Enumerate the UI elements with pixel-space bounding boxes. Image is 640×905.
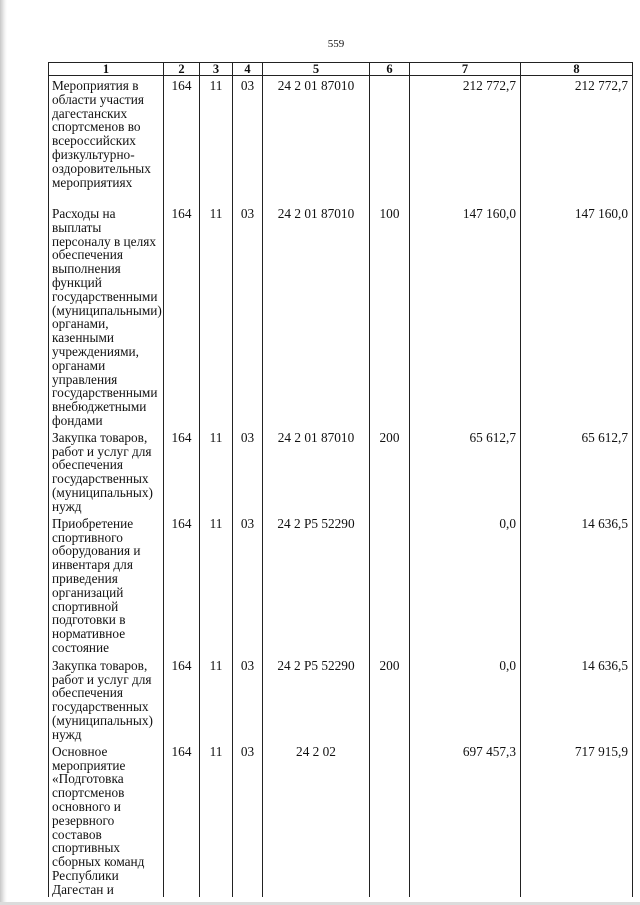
row-target-article: 24 2 01 87010 bbox=[263, 428, 370, 514]
row-amount-col7: 697 457,3 bbox=[410, 742, 521, 897]
row-expense-type bbox=[370, 76, 410, 205]
scan-edge-left bbox=[0, 0, 7, 905]
row-subsection-code: 03 bbox=[233, 514, 263, 656]
row-amount-col8: 717 915,9 bbox=[521, 742, 633, 897]
row-target-article: 24 2 01 87010 bbox=[263, 76, 370, 205]
column-header-8: 8 bbox=[521, 63, 633, 76]
column-header-5: 5 bbox=[263, 63, 370, 76]
row-subsection-code: 03 bbox=[233, 656, 263, 742]
row-name: Основное мероприятие «Подготовка спортсменов основного и резервного составов спортивных сборных команд Республики Дагестан и bbox=[49, 742, 164, 897]
page-number: 559 bbox=[327, 38, 345, 50]
row-expense-type: 200 bbox=[370, 428, 410, 514]
row-amount-col8: 147 160,0 bbox=[521, 204, 633, 428]
row-section-code: 11 bbox=[200, 656, 233, 742]
table-row bbox=[49, 514, 633, 656]
row-section-code: 11 bbox=[200, 428, 233, 514]
row-expense-type: 200 bbox=[370, 656, 410, 742]
table-row bbox=[49, 428, 633, 514]
row-section-code: 11 bbox=[200, 514, 233, 656]
column-header-2: 2 bbox=[164, 63, 200, 76]
row-name: Закупка товаров, работ и услуг для обеспечения государственных (муниципальных) нужд bbox=[49, 428, 164, 514]
row-amount-col7: 0,0 bbox=[410, 514, 521, 656]
row-amount-col8: 14 636,5 bbox=[521, 514, 633, 656]
row-subsection-code: 03 bbox=[233, 742, 263, 897]
row-ministry-code: 164 bbox=[164, 204, 200, 428]
row-amount-col8: 14 636,5 bbox=[521, 656, 633, 742]
table-row bbox=[49, 204, 633, 428]
column-header-1: 1 bbox=[49, 63, 164, 76]
row-subsection-code: 03 bbox=[233, 204, 263, 428]
row-target-article: 24 2 P5 52290 bbox=[263, 514, 370, 656]
row-amount-col8: 65 612,7 bbox=[521, 428, 633, 514]
row-subsection-code: 03 bbox=[233, 76, 263, 205]
column-header-3: 3 bbox=[200, 63, 233, 76]
row-section-code: 11 bbox=[200, 204, 233, 428]
header-row bbox=[49, 63, 633, 76]
table-row bbox=[49, 742, 633, 897]
row-name: Закупка товаров, работ и услуг для обеспечения государственных (муниципальных) нужд bbox=[49, 656, 164, 742]
row-ministry-code: 164 bbox=[164, 428, 200, 514]
row-amount-col7: 212 772,7 bbox=[410, 76, 521, 205]
row-target-article: 24 2 P5 52290 bbox=[263, 656, 370, 742]
row-target-article: 24 2 02 bbox=[263, 742, 370, 897]
row-ministry-code: 164 bbox=[164, 76, 200, 205]
row-name: Приобретение спортивного оборудования и инвентаря для приведения организаций спортивной подготовки в нормативное состояние bbox=[49, 514, 164, 656]
row-ministry-code: 164 bbox=[164, 742, 200, 897]
row-amount-col7: 65 612,7 bbox=[410, 428, 521, 514]
table-row bbox=[49, 656, 633, 742]
row-amount-col7: 0,0 bbox=[410, 656, 521, 742]
row-subsection-code: 03 bbox=[233, 428, 263, 514]
row-ministry-code: 164 bbox=[164, 514, 200, 656]
row-amount-col7: 147 160,0 bbox=[410, 204, 521, 428]
row-ministry-code: 164 bbox=[164, 656, 200, 742]
row-name: Мероприятия в области участия дагестанских спортсменов во всероссийских физкультурно-оздоровительных мероприятиях bbox=[49, 76, 164, 205]
table-body bbox=[49, 76, 633, 897]
row-expense-type bbox=[370, 514, 410, 656]
row-section-code: 11 bbox=[200, 76, 233, 205]
row-expense-type: 100 bbox=[370, 204, 410, 428]
row-target-article: 24 2 01 87010 bbox=[263, 204, 370, 428]
row-expense-type bbox=[370, 742, 410, 897]
column-header-7: 7 bbox=[410, 63, 521, 76]
budget-table bbox=[48, 62, 633, 897]
row-amount-col8: 212 772,7 bbox=[521, 76, 633, 205]
row-name: Расходы на выплаты персоналу в целях обеспечения выполнения функций государственными (муниципальными) органами, казенными учреждениями, органами управления государственными внебюджетными фондами bbox=[49, 204, 164, 428]
table-row bbox=[49, 76, 633, 205]
column-header-4: 4 bbox=[233, 63, 263, 76]
column-header-6: 6 bbox=[370, 63, 410, 76]
table-header bbox=[49, 63, 633, 76]
row-section-code: 11 bbox=[200, 742, 233, 897]
